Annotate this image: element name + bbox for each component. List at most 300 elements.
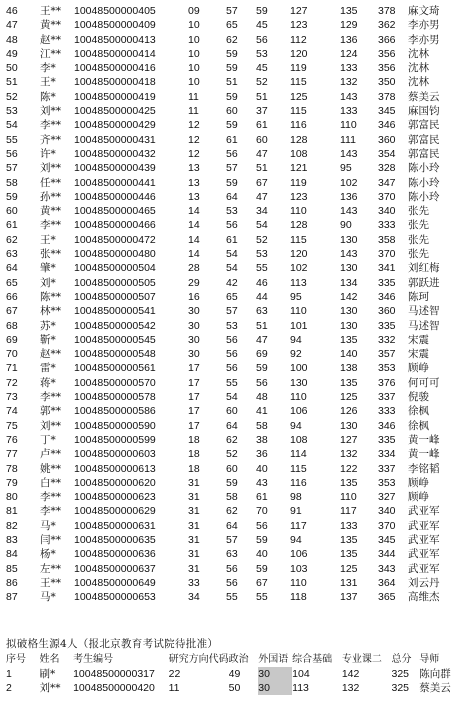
cell-major-course-two: 125 — [340, 562, 358, 575]
cell-candidate-id: 10048500000623 — [74, 491, 156, 504]
cell-politics: 65 — [226, 19, 238, 32]
cell-seq: 50 — [6, 62, 18, 75]
cell-foreign-language: 55 — [256, 262, 268, 275]
cell-seq: 74 — [6, 405, 18, 418]
cell-candidate-id: 10048500000414 — [74, 47, 156, 60]
cell-candidate-id: 10048500000507 — [74, 290, 156, 303]
cell-seq: 73 — [6, 391, 18, 404]
cell-candidate-id: 10048500000649 — [74, 576, 156, 589]
cell-foreign-language: 47 — [256, 190, 268, 203]
cell-politics: 62 — [226, 433, 238, 446]
cell-seq: 58 — [6, 176, 18, 189]
cell-total: 325 — [391, 668, 410, 680]
cell-basic-comprehensive: 123 — [290, 19, 308, 32]
cell-direction-code: 31 — [188, 491, 200, 504]
cell-basic-comprehensive: 118 — [290, 591, 307, 604]
cell-politics: 57 — [226, 162, 238, 175]
cell-total: 335 — [378, 319, 396, 332]
cell-politics: 56 — [226, 562, 238, 575]
cell-basic-comprehensive: 115 — [290, 462, 307, 475]
cell-basic-comprehensive: 114 — [290, 448, 307, 461]
cell-basic-comprehensive: 98 — [290, 491, 302, 504]
cell-major-course-two: 131 — [340, 576, 358, 589]
cell-supervisor: 顾峥 — [408, 491, 429, 504]
cell-supervisor: 张先 — [408, 205, 429, 218]
cell-supervisor: 沈林 — [408, 62, 429, 75]
cell-major-course-two: 138 — [340, 362, 358, 375]
cell-name: 张** — [40, 248, 61, 261]
cell-major-course-two: 133 — [340, 105, 358, 118]
cell-foreign-language: 38 — [256, 433, 268, 446]
cell-politics: 50 — [228, 682, 241, 694]
cell-total: 365 — [378, 591, 396, 604]
cell-politics: 64 — [226, 419, 238, 432]
cell-name: 郭** — [40, 405, 61, 418]
cell-total: 334 — [378, 448, 396, 461]
cell-direction-code: 18 — [188, 462, 200, 475]
cell-major-course-two: 135 — [340, 5, 358, 17]
cell-foreign-language: 56 — [256, 33, 268, 46]
cell-total: 370 — [378, 519, 396, 532]
cell-name: 刷* — [39, 668, 56, 680]
cell-total: 337 — [378, 391, 396, 404]
cell-basic-comprehensive: 104 — [292, 668, 310, 680]
cell-basic-comprehensive: 110 — [290, 305, 307, 318]
cell-major-course-two: 130 — [340, 319, 358, 332]
cell-basic-comprehensive: 103 — [290, 562, 308, 575]
cell-basic-comprehensive: 100 — [290, 362, 308, 375]
cell-direction-code: 31 — [188, 476, 200, 489]
cell-major-course-two: 135 — [340, 333, 358, 346]
cell-major-course-two: 132 — [340, 448, 358, 461]
cell-foreign-language: 43 — [256, 476, 268, 489]
cell-total: 345 — [378, 533, 396, 546]
cell-total: 356 — [378, 62, 396, 75]
cell-candidate-id: 10048500000629 — [74, 505, 156, 518]
cell-supervisor: 顾峥 — [408, 362, 429, 375]
cell-politics: 54 — [226, 391, 238, 404]
table-row — [6, 562, 448, 576]
cell-supervisor: 陈小玲 — [408, 190, 440, 203]
cell-total: 370 — [378, 190, 396, 203]
cell-total: 335 — [378, 433, 396, 446]
cell-basic-comprehensive: 94 — [290, 533, 302, 546]
cell-direction-code: 17 — [188, 362, 200, 375]
cell-foreign-language: 58 — [256, 419, 268, 432]
cell-foreign-language: 53 — [256, 47, 268, 60]
cell-candidate-id: 10048500000504 — [74, 262, 156, 275]
cell-name: 陈** — [40, 290, 61, 303]
cell-foreign-language: 37 — [256, 105, 268, 118]
cell-total: 332 — [378, 333, 396, 346]
cell-candidate-id: 10048500000548 — [74, 348, 156, 361]
table-row — [6, 190, 448, 204]
cell-total: 354 — [378, 147, 396, 160]
cell-total: 346 — [378, 419, 396, 432]
exception-section-title: 拟破格生源4人（报北京教育考试院待批准） — [6, 638, 219, 650]
header-politics: 政治 — [228, 654, 249, 665]
cell-seq: 78 — [6, 462, 18, 475]
cell-supervisor: 徐枫 — [408, 419, 429, 432]
cell-candidate-id: 10048500000466 — [74, 219, 156, 232]
cell-politics: 60 — [226, 462, 238, 475]
cell-supervisor: 郭跃进 — [408, 276, 440, 289]
cell-direction-code: 12 — [188, 147, 200, 160]
cell-major-course-two: 110 — [340, 119, 357, 132]
cell-basic-comprehensive: 108 — [290, 433, 308, 446]
cell-name: 王* — [40, 76, 56, 89]
cell-total: 357 — [378, 348, 396, 361]
cell-name: 刘** — [40, 105, 61, 118]
cell-foreign-language: 54 — [256, 219, 268, 232]
cell-total: 353 — [378, 362, 396, 375]
cell-foreign-language: 63 — [256, 305, 268, 318]
cell-total: 347 — [378, 176, 396, 189]
cell-seq: 85 — [6, 562, 18, 575]
header-supervisor: 导师 — [419, 654, 440, 665]
cell-name: 姚** — [40, 462, 61, 475]
cell-supervisor: 徐枫 — [408, 405, 429, 418]
cell-name: 黄** — [40, 205, 61, 218]
cell-major-course-two: 140 — [340, 348, 358, 361]
cell-name: 任** — [40, 176, 61, 189]
cell-major-course-two: 111 — [340, 133, 356, 146]
cell-major-course-two: 143 — [340, 147, 358, 160]
cell-total: 337 — [378, 462, 396, 475]
cell-seq: 47 — [6, 19, 18, 32]
cell-major-course-two: 130 — [340, 419, 358, 432]
cell-supervisor: 武亚军 — [408, 505, 440, 518]
cell-candidate-id: 10048500000542 — [74, 319, 156, 332]
cell-total: 344 — [378, 548, 396, 561]
cell-direction-code: 30 — [188, 333, 200, 346]
cell-direction-code: 13 — [188, 176, 200, 189]
exception-row — [6, 667, 459, 681]
cell-name: 杨* — [40, 548, 56, 561]
cell-name: 李* — [40, 62, 56, 75]
cell-candidate-id: 10048500000545 — [74, 333, 156, 346]
cell-direction-code: 17 — [188, 419, 200, 432]
cell-seq: 64 — [6, 262, 18, 275]
cell-candidate-id: 10048500000413 — [74, 33, 156, 46]
cell-major-course-two: 102 — [340, 176, 358, 189]
cell-supervisor: 陈小玲 — [408, 162, 440, 175]
cell-supervisor: 张先 — [408, 233, 429, 246]
cell-basic-comprehensive: 94 — [290, 419, 302, 432]
cell-total: 364 — [378, 576, 396, 589]
cell-seq: 2 — [6, 682, 12, 694]
cell-politics: 42 — [226, 276, 238, 289]
cell-seq: 56 — [6, 147, 18, 160]
cell-direction-code: 30 — [188, 348, 200, 361]
cell-basic-comprehensive: 91 — [290, 505, 302, 518]
cell-seq: 84 — [6, 548, 18, 561]
cell-major-course-two: 126 — [340, 405, 358, 418]
cell-total: 328 — [378, 162, 396, 175]
table-row — [6, 590, 448, 604]
cell-candidate-id: 10048500000635 — [74, 533, 156, 546]
admission-list-table — [6, 4, 448, 604]
cell-total: 340 — [378, 505, 396, 518]
cell-total: 358 — [378, 233, 396, 246]
cell-total: 340 — [378, 205, 396, 218]
cell-candidate-id: 10048500000446 — [74, 190, 156, 203]
cell-seq: 79 — [6, 476, 18, 489]
cell-politics: 56 — [226, 348, 238, 361]
table-row — [6, 419, 448, 433]
cell-foreign-language: 48 — [256, 391, 268, 404]
cell-major-course-two: 143 — [340, 205, 358, 218]
cell-candidate-id: 10048500000637 — [74, 562, 156, 575]
table-row — [6, 319, 448, 333]
cell-major-course-two: 137 — [340, 591, 358, 604]
cell-candidate-id: 10048500000586 — [74, 405, 156, 418]
cell-name: 孙** — [40, 190, 61, 203]
cell-politics: 51 — [226, 76, 238, 89]
cell-seq: 55 — [6, 133, 18, 146]
cell-direction-code: 09 — [188, 5, 200, 17]
cell-politics: 60 — [226, 405, 238, 418]
cell-supervisor: 郭富民 — [408, 119, 440, 132]
table-row — [6, 233, 448, 247]
cell-basic-comprehensive: 116 — [290, 476, 307, 489]
cell-name: 白** — [40, 476, 61, 489]
cell-foreign-language: 69 — [256, 348, 268, 361]
cell-basic-comprehensive: 115 — [290, 233, 307, 246]
cell-name: 马* — [40, 591, 56, 604]
cell-name: 江** — [40, 47, 61, 60]
table-row — [6, 18, 448, 32]
cell-politics: 56 — [226, 147, 238, 160]
cell-seq: 59 — [6, 190, 18, 203]
cell-politics: 56 — [226, 219, 238, 232]
cell-direction-code: 16 — [188, 290, 200, 303]
cell-supervisor: 武亚军 — [408, 533, 440, 546]
cell-name: 马* — [40, 519, 56, 532]
cell-direction-code: 28 — [188, 262, 200, 275]
cell-candidate-id: 10048500000636 — [74, 548, 156, 561]
cell-direction-code: 10 — [188, 76, 200, 89]
cell-foreign-language: 45 — [256, 62, 268, 75]
cell-direction-code: 22 — [168, 668, 181, 680]
cell-seq: 80 — [6, 491, 18, 504]
cell-politics: 55 — [226, 591, 238, 604]
cell-basic-comprehensive: 125 — [290, 90, 308, 103]
cell-name: 蒋* — [40, 376, 56, 389]
cell-politics: 49 — [228, 668, 241, 680]
cell-direction-code: 31 — [188, 519, 200, 532]
cell-politics: 52 — [226, 448, 238, 461]
cell-total: 346 — [378, 290, 396, 303]
cell-supervisor: 刘云丹 — [408, 576, 440, 589]
cell-name: 刘* — [40, 276, 56, 289]
cell-foreign-language: 34 — [256, 205, 268, 218]
cell-name: 刘** — [40, 419, 61, 432]
table-row — [6, 204, 448, 218]
cell-politics: 59 — [226, 90, 238, 103]
cell-total: 333 — [378, 219, 396, 232]
table-row — [6, 376, 448, 390]
cell-candidate-id: 10048500000420 — [73, 682, 155, 694]
cell-politics: 57 — [226, 305, 238, 318]
cell-candidate-id: 10048500000416 — [74, 62, 156, 75]
cell-foreign-language: 61 — [256, 491, 268, 504]
cell-basic-comprehensive: 127 — [290, 5, 308, 17]
cell-seq: 60 — [6, 205, 18, 218]
cell-seq: 57 — [6, 162, 18, 175]
table-row — [6, 161, 448, 175]
cell-direction-code: 14 — [188, 205, 200, 218]
cell-foreign-language: 53 — [256, 248, 268, 261]
cell-major-course-two: 130 — [340, 233, 358, 246]
table-row — [6, 33, 448, 47]
cell-major-course-two: 143 — [340, 248, 358, 261]
cell-direction-code: 30 — [188, 319, 200, 332]
cell-foreign-language: 30 — [258, 681, 292, 695]
table-row — [6, 361, 448, 375]
cell-foreign-language: 59 — [256, 533, 268, 546]
cell-politics: 63 — [226, 548, 238, 561]
cell-foreign-language: 61 — [256, 119, 268, 132]
cell-total: 360 — [378, 305, 396, 318]
cell-major-course-two: 136 — [340, 33, 358, 46]
cell-name: 李** — [40, 119, 61, 132]
cell-total: 346 — [378, 119, 396, 132]
cell-basic-comprehensive: 130 — [290, 376, 308, 389]
cell-foreign-language: 46 — [256, 276, 268, 289]
cell-supervisor: 武亚军 — [408, 519, 440, 532]
table-row — [6, 118, 448, 132]
cell-major-course-two: 136 — [340, 190, 358, 203]
cell-supervisor: 宋震 — [408, 348, 429, 361]
cell-major-course-two: 135 — [340, 548, 358, 561]
cell-name: 苏* — [40, 319, 56, 332]
table-row — [6, 519, 448, 533]
cell-supervisor: 郭富民 — [408, 147, 440, 160]
table-row — [6, 261, 448, 275]
cell-direction-code: 14 — [188, 233, 200, 246]
table-row — [6, 547, 448, 561]
cell-total: 353 — [378, 476, 396, 489]
table-row — [6, 47, 448, 61]
cell-basic-comprehensive: 106 — [290, 548, 308, 561]
cell-foreign-language: 56 — [256, 376, 268, 389]
cell-major-course-two: 135 — [340, 476, 358, 489]
cell-candidate-id: 10048500000431 — [74, 133, 156, 146]
cell-politics: 57 — [226, 533, 238, 546]
cell-name: 刘** — [39, 682, 61, 694]
cell-supervisor: 高维杰 — [408, 591, 440, 604]
cell-major-course-two: 143 — [340, 90, 358, 103]
cell-direction-code: 18 — [188, 433, 200, 446]
cell-politics: 59 — [226, 62, 238, 75]
cell-direction-code: 11 — [168, 682, 180, 694]
cell-basic-comprehensive: 110 — [290, 205, 307, 218]
cell-direction-code: 10 — [188, 47, 200, 60]
table-row — [6, 347, 448, 361]
cell-total: 378 — [378, 90, 396, 103]
cell-major-course-two: 135 — [340, 533, 358, 546]
cell-total: 370 — [378, 248, 396, 261]
cell-politics: 59 — [226, 476, 238, 489]
cell-candidate-id: 10048500000570 — [74, 376, 156, 389]
cell-foreign-language: 36 — [256, 448, 268, 461]
cell-candidate-id: 10048500000465 — [74, 205, 156, 218]
cell-major-course-two: 110 — [340, 491, 357, 504]
cell-supervisor: 黄一峰 — [408, 433, 440, 446]
admission-list-body — [6, 4, 448, 604]
cell-foreign-language: 52 — [256, 233, 268, 246]
cell-foreign-language: 55 — [256, 591, 268, 604]
cell-supervisor: 陈小玲 — [408, 176, 440, 189]
cell-candidate-id: 10048500000472 — [74, 233, 156, 246]
cell-name: 王** — [40, 576, 61, 589]
cell-direction-code: 12 — [188, 119, 200, 132]
cell-supervisor: 陈向群 — [419, 668, 451, 680]
cell-total: 362 — [378, 19, 396, 32]
cell-supervisor: 顾峥 — [408, 476, 429, 489]
cell-politics: 62 — [226, 505, 238, 518]
cell-seq: 48 — [6, 33, 18, 46]
cell-major-course-two: 135 — [340, 376, 358, 389]
cell-basic-comprehensive: 115 — [290, 76, 307, 89]
cell-major-course-two: 130 — [340, 305, 358, 318]
cell-basic-comprehensive: 117 — [290, 519, 307, 532]
cell-total: 356 — [378, 47, 396, 60]
cell-candidate-id: 10048500000439 — [74, 162, 156, 175]
cell-candidate-id: 10048500000505 — [74, 276, 156, 289]
cell-seq: 81 — [6, 505, 18, 518]
cell-major-course-two: 133 — [340, 62, 358, 75]
cell-seq: 83 — [6, 533, 18, 546]
cell-supervisor: 陈珂 — [408, 290, 429, 303]
table-row — [6, 90, 448, 104]
cell-name: 丁* — [40, 433, 56, 446]
cell-seq: 49 — [6, 47, 18, 60]
cell-basic-comprehensive: 110 — [290, 391, 307, 404]
cell-supervisor: 何可可 — [408, 376, 440, 389]
cell-basic-comprehensive: 121 — [290, 162, 308, 175]
exception-row — [6, 681, 459, 695]
cell-name: 赵** — [40, 33, 61, 46]
cell-foreign-language: 45 — [256, 19, 268, 32]
table-row — [6, 576, 448, 590]
cell-basic-comprehensive: 102 — [290, 262, 308, 275]
cell-foreign-language: 51 — [256, 90, 268, 103]
header-foreign-language: 外国语 — [258, 654, 289, 665]
cell-name: 林** — [40, 305, 61, 318]
header-candidate-id: 考生编号 — [73, 654, 114, 665]
cell-foreign-language: 47 — [256, 333, 268, 346]
cell-politics: 56 — [226, 333, 238, 346]
table-row — [6, 404, 448, 418]
cell-candidate-id: 10048500000620 — [74, 476, 156, 489]
cell-politics: 59 — [226, 47, 238, 60]
cell-major-course-two: 127 — [340, 433, 358, 446]
cell-politics: 58 — [226, 491, 238, 504]
table-row — [6, 133, 448, 147]
cell-foreign-language: 30 — [258, 667, 292, 681]
cell-direction-code: 14 — [188, 248, 200, 261]
cell-basic-comprehensive: 119 — [290, 176, 307, 189]
cell-name: 闫** — [40, 533, 61, 546]
cell-supervisor: 沈林 — [408, 47, 429, 60]
cell-seq: 1 — [6, 668, 12, 680]
table-row — [6, 476, 448, 490]
table-row — [6, 147, 448, 161]
cell-candidate-id: 10048500000405 — [74, 5, 156, 17]
table-row — [6, 276, 448, 290]
